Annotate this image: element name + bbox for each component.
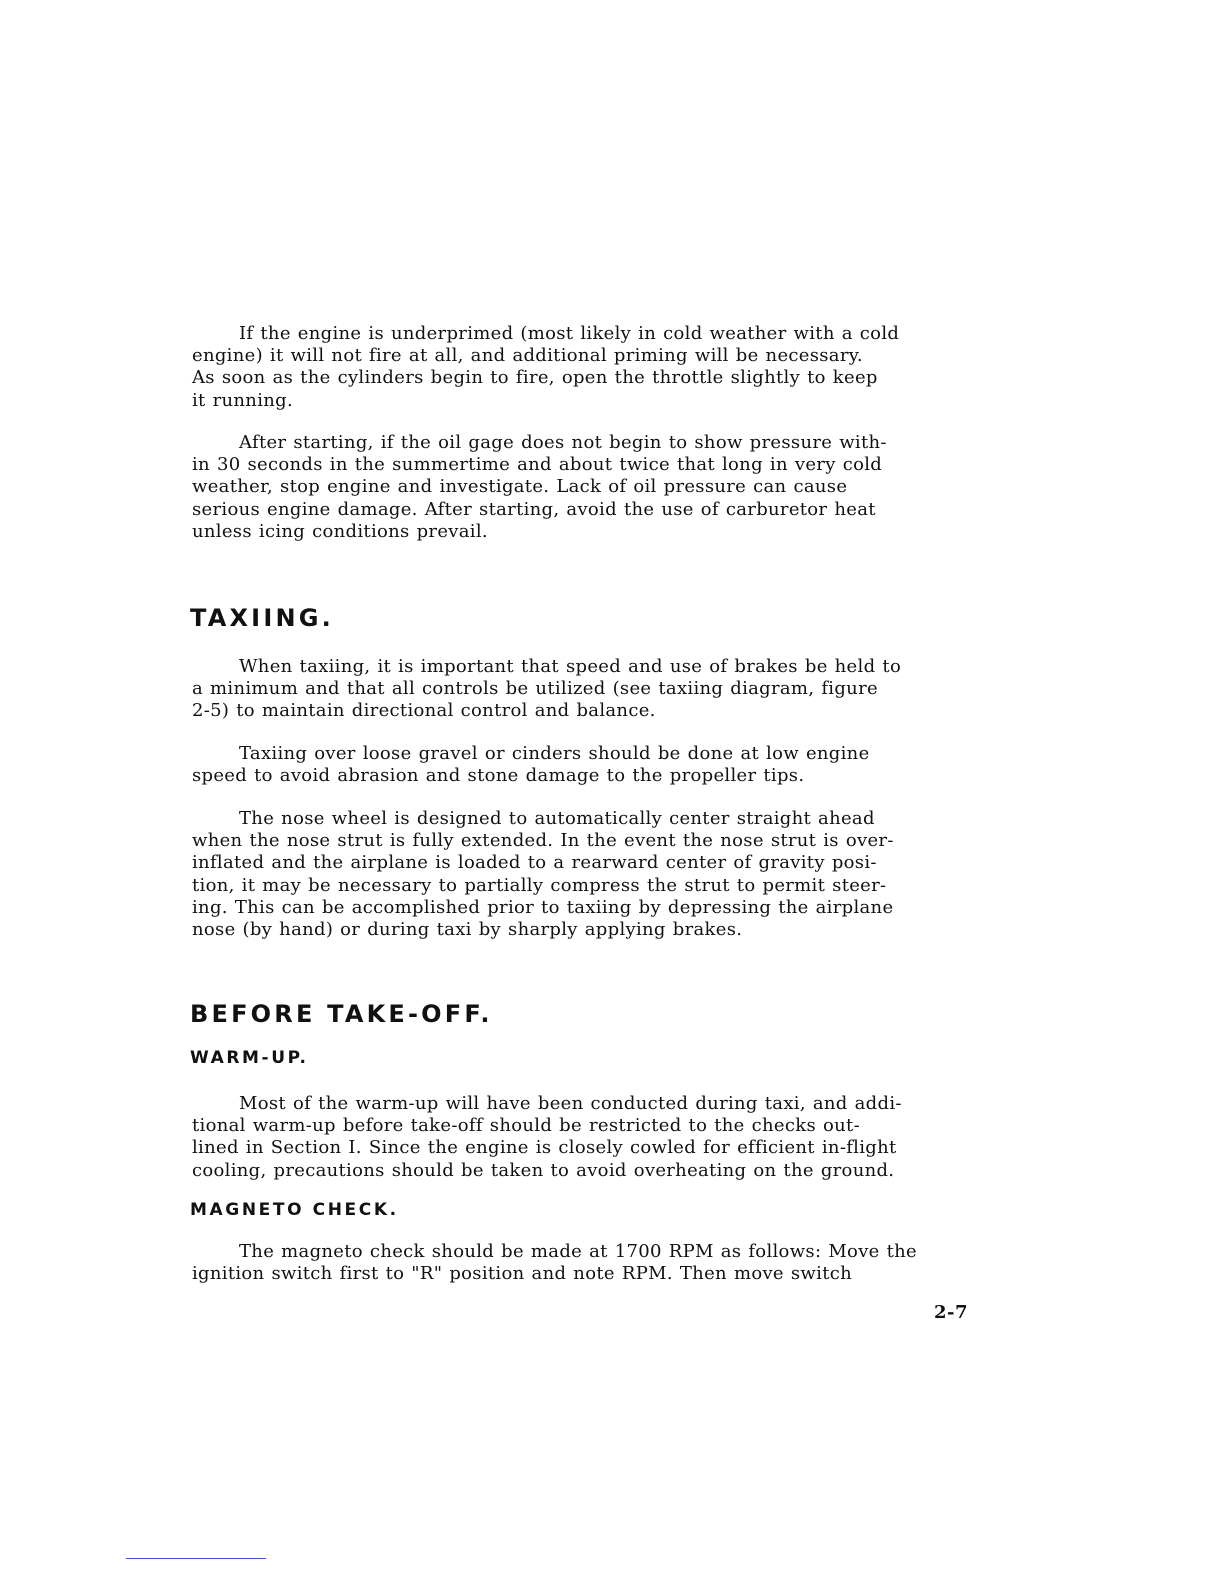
text-line: lined in Section I. Since the engine is closely cowled for efficient in-flight (192, 1137, 897, 1159)
text-line: After starting, if the oil gage does not begin to show pressure with- (239, 432, 887, 453)
text-line: nose (by hand) or during taxi by sharply applying brakes. (192, 919, 743, 941)
text-line: it running. (192, 389, 293, 411)
section-heading-before-takeoff: BEFORE TAKE-OFF. (190, 1000, 493, 1028)
footnote-divider (126, 1558, 266, 1559)
paragraph-nose-wheel (192, 808, 982, 941)
text-line: inflated and the airplane is loaded to a rearward center of gravity posi- (192, 852, 877, 874)
text-line: a minimum and that all controls be utilized (see taxiing diagram, figure (192, 678, 878, 700)
subsection-heading-magneto-check: MAGNETO CHECK. (190, 1200, 399, 1220)
paragraph-magneto-check (192, 1241, 982, 1285)
text-line: weather, stop engine and investigate. Lack of oil pressure can cause (192, 476, 848, 498)
text-line: tional warm-up before take-off should be restricted to the checks out- (192, 1115, 860, 1137)
text-line: serious engine damage. After starting, avoid the use of carburetor heat (192, 498, 876, 520)
page-number: 2-7 (934, 1302, 969, 1323)
paragraph-oil-pressure (192, 432, 982, 543)
text-line: speed to avoid abrasion and stone damage to the propeller tips. (192, 765, 805, 787)
text-line: engine) it will not fire at all, and additional priming will be necessary. (192, 345, 863, 367)
paragraph-taxiing-brakes (192, 656, 982, 723)
text-line: When taxiing, it is important that speed and use of brakes be held to (239, 656, 902, 677)
section-heading-taxiing: TAXIING. (190, 604, 334, 632)
text-line: cooling, precautions should be taken to avoid overheating on the ground. (192, 1159, 895, 1181)
text-line: unless icing conditions prevail. (192, 520, 488, 542)
text-line: ing. This can be accomplished prior to taxiing by depressing the airplane (192, 896, 894, 918)
paragraph-underprimed (192, 323, 982, 412)
paragraph-warm-up (192, 1093, 982, 1182)
subsection-heading-warm-up: WARM-UP. (190, 1048, 309, 1068)
text-line: ignition switch first to "R" position and note RPM. Then move switch (192, 1263, 853, 1285)
text-line: The nose wheel is designed to automatically center straight ahead (239, 808, 875, 829)
text-line: 2-5) to maintain directional control and balance. (192, 700, 656, 722)
text-line: As soon as the cylinders begin to fire, open the throttle slightly to keep (192, 367, 878, 389)
text-line: Taxiing over loose gravel or cinders should be done at low engine (239, 743, 870, 764)
text-line: Most of the warm-up will have been conducted during taxi, and addi- (239, 1093, 902, 1114)
text-line: The magneto check should be made at 1700 RPM as follows: Move the (239, 1241, 918, 1262)
text-line: If the engine is underprimed (most likely in cold weather with a cold (239, 323, 900, 344)
paragraph-taxiing-gravel (192, 743, 982, 787)
text-line: in 30 seconds in the summertime and about twice that long in very cold (192, 454, 883, 476)
text-line: when the nose strut is fully extended. In the event the nose strut is over- (192, 830, 894, 852)
text-line: tion, it may be necessary to partially compress the strut to permit steer- (192, 874, 887, 896)
